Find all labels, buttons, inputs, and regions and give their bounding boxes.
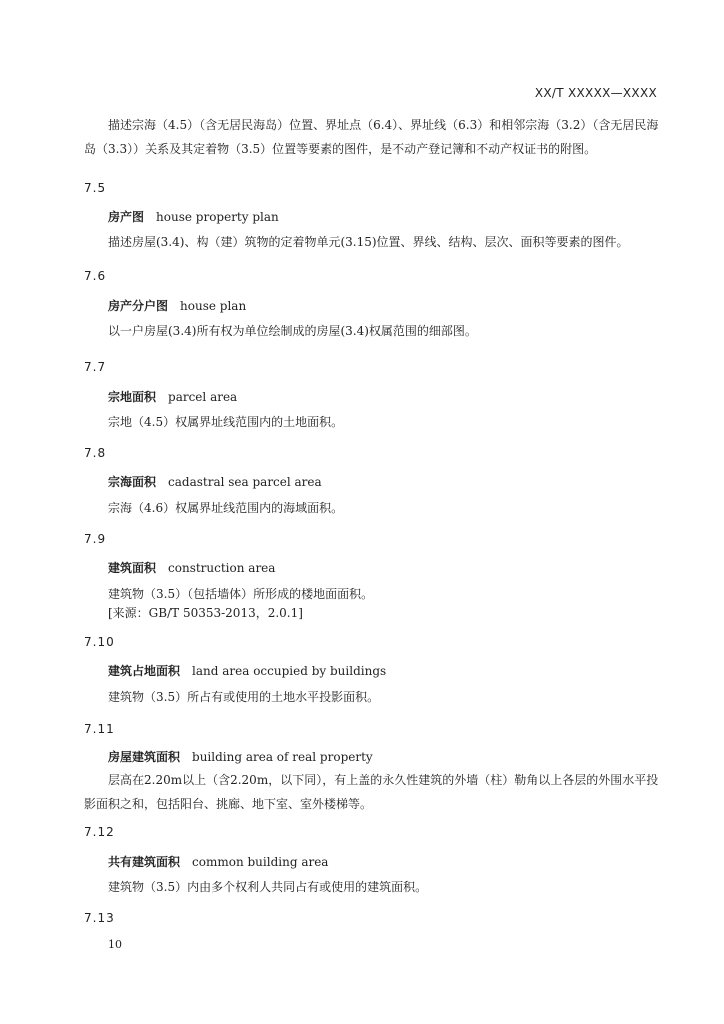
section-number: 7.11 xyxy=(84,722,115,736)
section-number: 7.13 xyxy=(84,911,115,925)
term-definition: 宗海（4.6）权属界址线范围内的海域面积。 xyxy=(108,501,344,515)
section-number: 7.10 xyxy=(84,635,115,649)
term-chinese: 建筑占地面积 xyxy=(108,664,181,678)
section-number: 7.12 xyxy=(84,825,115,839)
term-english: construction area xyxy=(168,561,276,575)
term-definition: 建筑物（3.5）（包括墙体）所形成的楼地面面积。 xyxy=(108,587,374,601)
term-definition: 宗地（4.5）权属界址线范围内的土地面积。 xyxy=(108,415,344,429)
term-line xyxy=(108,297,246,314)
term-english: building area of real property xyxy=(192,750,373,764)
term-chinese: 房产图 xyxy=(108,210,145,224)
term-chinese: 房屋建筑面积 xyxy=(108,750,181,764)
section-number: 7.9 xyxy=(84,532,107,546)
term-chinese: 宗海面积 xyxy=(108,475,157,489)
term-line xyxy=(108,473,322,490)
section-number: 7.7 xyxy=(84,360,107,374)
term-line xyxy=(108,853,328,870)
term-chinese: 房产分户图 xyxy=(108,299,169,313)
section-number: 7.6 xyxy=(84,269,107,283)
term-chinese: 建筑面积 xyxy=(108,561,157,575)
term-definition: 层高在2.20m以上（含2.20m，以下同），有上盖的永久性建筑的外墙（柱）勒角以上各层的外围水平投影面积之和，包括阳台、挑廊、地下室、室外楼梯等。 xyxy=(84,773,659,811)
term-line xyxy=(108,662,386,679)
term-line xyxy=(108,748,373,765)
page-number: 10 xyxy=(108,938,122,951)
term-chinese: 宗地面积 xyxy=(108,390,157,404)
term-english: house property plan xyxy=(156,210,279,224)
term-definition: 建筑物（3.5）所占有或使用的土地水平投影面积。 xyxy=(108,690,380,704)
term-english: house plan xyxy=(180,299,247,313)
term-line xyxy=(108,208,279,225)
standard-code-header: XX/T XXXXX—XXXX xyxy=(534,86,657,100)
term-source: [来源：GB/T 50353-2013，2.0.1] xyxy=(108,606,303,620)
term-english: common building area xyxy=(192,855,329,869)
section-number: 7.8 xyxy=(84,446,107,460)
section-number: 7.5 xyxy=(84,181,107,195)
term-line xyxy=(108,559,275,576)
term-definition: 建筑物（3.5）内由多个权利人共同占有或使用的建筑面积。 xyxy=(108,880,428,894)
term-english: parcel area xyxy=(168,390,238,404)
term-definition: 以一户房屋(3.4)所有权为单位绘制成的房屋(3.4)权属范围的细部图。 xyxy=(108,324,477,338)
term-english: land area occupied by buildings xyxy=(192,664,387,678)
term-chinese: 共有建筑面积 xyxy=(108,855,181,869)
term-english: cadastral sea parcel area xyxy=(168,475,322,489)
term-definition: 描述房屋(3.4)、构（建）筑物的定着物单元(3.15)位置、界线、结构、层次、面积等要素的图件。 xyxy=(108,235,629,249)
term-line xyxy=(108,388,237,405)
intro-paragraph: 描述宗海（4.5）（含无居民海岛）位置、界址点（6.4）、界址线（6.3）和相邻宗海（3.2）（含无居民海岛（3.3））关系及其定着物（3.5）位置等要素的图件，是不动产登记簿和不动产权证书的附图。 xyxy=(84,118,659,156)
